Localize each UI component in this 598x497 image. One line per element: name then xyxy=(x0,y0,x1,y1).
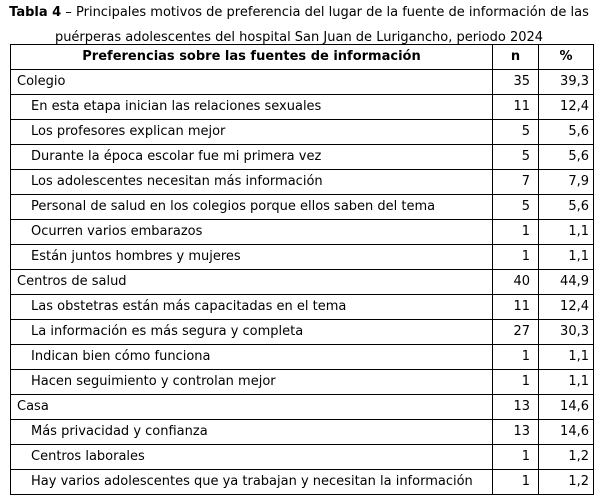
table-row xyxy=(11,420,594,445)
table-header-row xyxy=(11,45,594,70)
row-label: Personal de salud en los colegios porque ellos saben del tema xyxy=(11,195,493,220)
row-label: Hay varios adolescentes que ya trabajan y necesitan la información xyxy=(11,470,493,495)
row-pct: 39,3 xyxy=(539,70,594,95)
table-row xyxy=(11,170,594,195)
row-n: 35 xyxy=(493,70,539,95)
row-pct: 1,1 xyxy=(539,345,594,370)
row-label: Hacen seguimiento y controlan mejor xyxy=(11,370,493,395)
row-label: Más privacidad y confianza xyxy=(11,420,493,445)
table-row xyxy=(11,370,594,395)
header-n: n xyxy=(493,45,539,70)
row-label: Colegio xyxy=(11,70,493,95)
caption-line-2: puérperas adolescentes del hospital San Juan de Lurigancho, periodo 2024 xyxy=(54,30,544,45)
row-pct: 44,9 xyxy=(539,270,594,295)
row-pct: 12,4 xyxy=(539,95,594,120)
row-n: 13 xyxy=(493,420,539,445)
row-pct: 1,2 xyxy=(539,445,594,470)
table-body xyxy=(11,70,594,495)
row-n: 1 xyxy=(493,470,539,495)
table-row xyxy=(11,345,594,370)
row-label: Indican bien cómo funciona xyxy=(11,345,493,370)
row-pct: 5,6 xyxy=(539,145,594,170)
caption-text-1: – Principales motivos de preferencia del lugar de la fuente de información de las xyxy=(61,5,589,20)
row-pct: 14,6 xyxy=(539,395,594,420)
table-row xyxy=(11,120,594,145)
row-label: Centros de salud xyxy=(11,270,493,295)
row-label: Los profesores explican mejor xyxy=(11,120,493,145)
table-row xyxy=(11,95,594,120)
row-n: 1 xyxy=(493,220,539,245)
row-n: 5 xyxy=(493,120,539,145)
table-row xyxy=(11,470,594,495)
row-pct: 7,9 xyxy=(539,170,594,195)
row-pct: 5,6 xyxy=(539,195,594,220)
row-pct: 1,1 xyxy=(539,220,594,245)
row-label: La información es más segura y completa xyxy=(11,320,493,345)
row-label: Los adolescentes necesitan más información xyxy=(11,170,493,195)
row-n: 40 xyxy=(493,270,539,295)
header-preferences: Preferencias sobre las fuentes de información xyxy=(11,45,493,70)
row-pct: 30,3 xyxy=(539,320,594,345)
table-row xyxy=(11,445,594,470)
row-label: Casa xyxy=(11,395,493,420)
row-n: 1 xyxy=(493,370,539,395)
row-label: Las obstetras están más capacitadas en el tema xyxy=(11,295,493,320)
row-label: Están juntos hombres y mujeres xyxy=(11,245,493,270)
row-pct: 5,6 xyxy=(539,120,594,145)
row-pct: 14,6 xyxy=(539,420,594,445)
row-label: En esta etapa inician las relaciones sexuales xyxy=(11,95,493,120)
row-n: 5 xyxy=(493,145,539,170)
row-n: 11 xyxy=(493,295,539,320)
row-pct: 1,1 xyxy=(539,370,594,395)
caption-line-1 xyxy=(0,0,598,25)
header-pct: % xyxy=(539,45,594,70)
table-row xyxy=(11,245,594,270)
table-row xyxy=(11,195,594,220)
row-n: 1 xyxy=(493,445,539,470)
table-row xyxy=(11,220,594,245)
row-label: Ocurren varios embarazos xyxy=(11,220,493,245)
caption-label: Tabla 4 xyxy=(9,5,62,20)
table-row xyxy=(11,320,594,345)
row-pct: 12,4 xyxy=(539,295,594,320)
category-row xyxy=(11,70,594,95)
row-n: 7 xyxy=(493,170,539,195)
table-row xyxy=(11,145,594,170)
category-row xyxy=(11,270,594,295)
row-n: 1 xyxy=(493,245,539,270)
table-row xyxy=(11,295,594,320)
row-n: 5 xyxy=(493,195,539,220)
row-pct: 1,2 xyxy=(539,470,594,495)
preferences-table xyxy=(10,44,594,495)
row-n: 13 xyxy=(493,395,539,420)
row-label: Centros laborales xyxy=(11,445,493,470)
row-n: 1 xyxy=(493,345,539,370)
row-n: 11 xyxy=(493,95,539,120)
table-caption xyxy=(0,0,598,50)
category-row xyxy=(11,395,594,420)
row-n: 27 xyxy=(493,320,539,345)
row-label: Durante la época escolar fue mi primera vez xyxy=(11,145,493,170)
row-pct: 1,1 xyxy=(539,245,594,270)
